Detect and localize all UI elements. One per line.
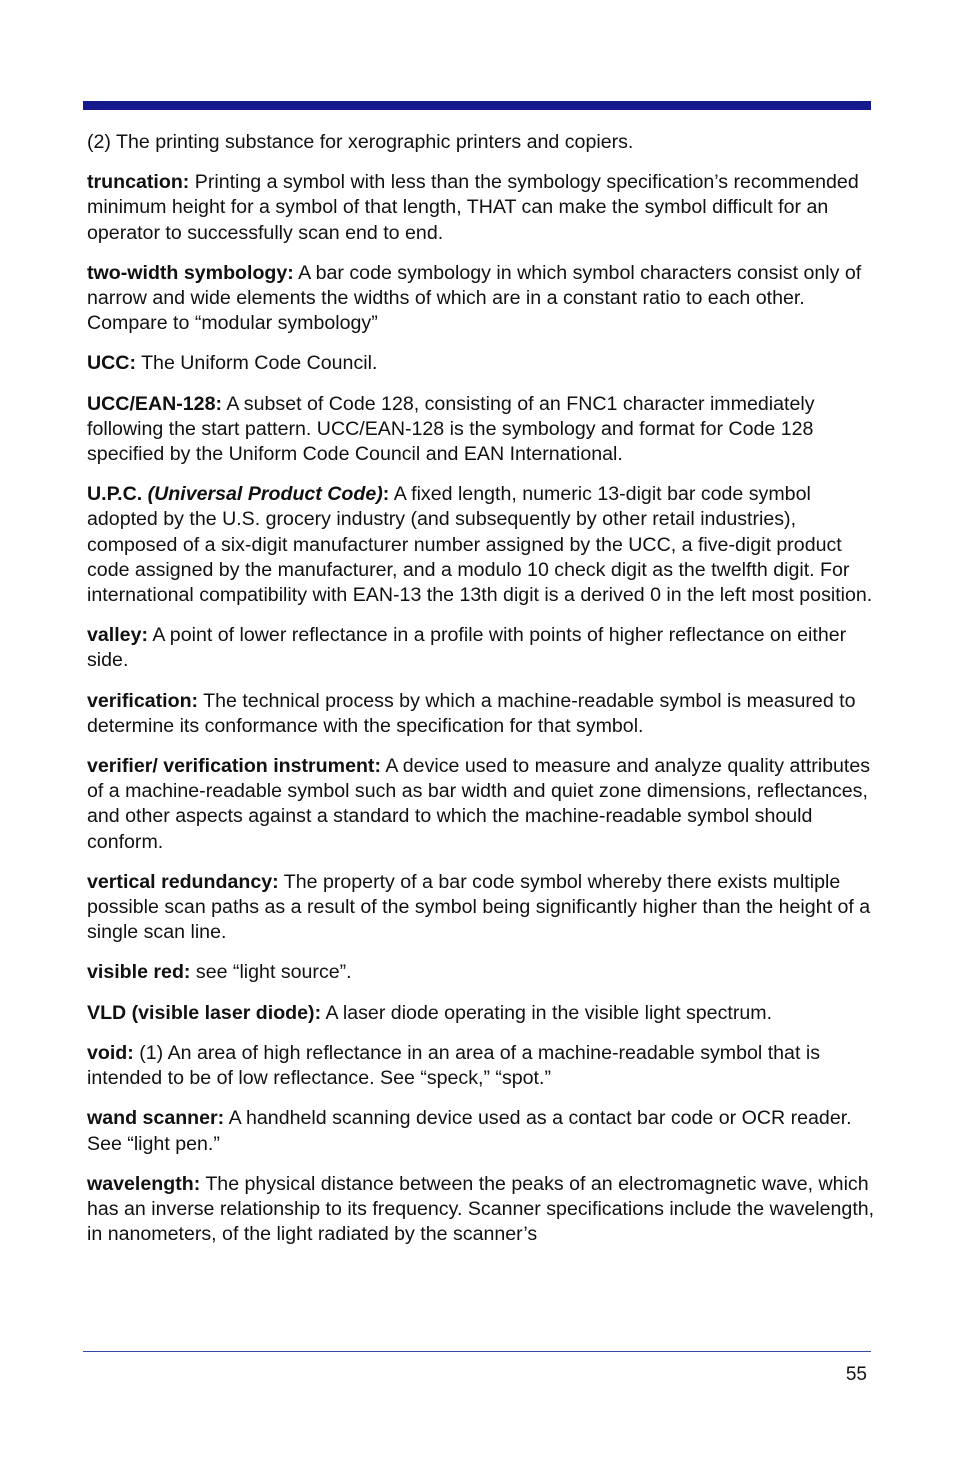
definition: see “light source”. bbox=[190, 961, 352, 984]
glossary-entry-truncation bbox=[87, 170, 877, 246]
intro-line: (2) The printing substance for xerographic printers and copiers. bbox=[87, 131, 634, 153]
definition: A bar code symbology in which symbol characters consist only of narrow and wide elements the widths of which are in a constant ratio to each other. Compare to “modular symbology” bbox=[87, 261, 862, 335]
glossary-entry-two-width-symbology bbox=[87, 261, 877, 337]
term-expansion: (Universal Product Code) bbox=[147, 483, 383, 506]
definition: A subset of Code 128, consisting of an FNC1 character immediately following the start pattern. UCC/EAN-128 is the symbology and format for Code 128 specified by the Uniform Code Council and EAN International. bbox=[87, 392, 815, 466]
glossary-entry-ucc bbox=[87, 351, 877, 376]
definition: A device used to measure and analyze quality attributes of a machine-readable symbol such as bar width and quiet zone dimensions, reflectances, and other aspects against a standard to which the machine-readable symbol should conform. bbox=[87, 755, 871, 853]
glossary-body bbox=[87, 130, 877, 1262]
definition: Printing a symbol with less than the symbology specification’s recommended minimum height for a symbol of that length, THAT can make the symbol difficult for an operator to successfully scan end to end. bbox=[87, 171, 859, 244]
definition: A fixed length, numeric 13-digit bar code symbol adopted by the U.S. grocery industry (and subsequently by other retail industries), composed of a six-digit manufacturer number assigned by the UCC, a five-digit product code assigned by the manufacturer, and a modulo 10 check digit as the twelfth digit. For international compatibility with EAN-13 the 13th digit is a derived 0 in the left most position. bbox=[87, 483, 873, 607]
term: wavelength: bbox=[87, 1172, 201, 1195]
header-rule bbox=[83, 101, 871, 110]
glossary-entry-valley bbox=[87, 623, 877, 673]
footer-rule bbox=[83, 1351, 871, 1352]
definition: A handheld scanning device used as a contact bar code or OCR reader. See “light pen.” bbox=[87, 1107, 852, 1155]
definition: A point of lower reflectance in a profile with points of higher reflectance on either side. bbox=[87, 624, 847, 672]
glossary-entry-void bbox=[87, 1041, 877, 1091]
term: UCC: bbox=[87, 352, 136, 375]
glossary-entry-verification bbox=[87, 689, 877, 739]
definition: The technical process by which a machine-readable symbol is measured to determine its conformance with the specification for that symbol. bbox=[87, 689, 856, 737]
glossary-entry-vertical-redundancy bbox=[87, 870, 877, 946]
term: UCC/EAN-128: bbox=[87, 392, 223, 415]
term: valley: bbox=[87, 624, 149, 647]
glossary-entry-wand-scanner bbox=[87, 1106, 877, 1156]
glossary-entry-visible-red bbox=[87, 960, 877, 985]
term: visible red: bbox=[87, 961, 191, 984]
glossary-entry-verifier bbox=[87, 754, 877, 855]
term: void: bbox=[87, 1041, 134, 1064]
term: verification: bbox=[87, 689, 199, 712]
term: vertical redundancy: bbox=[87, 870, 279, 893]
term: truncation: bbox=[87, 171, 190, 194]
glossary-entry-wavelength bbox=[87, 1172, 877, 1248]
term: U.P.C. bbox=[87, 483, 148, 506]
definition: The physical distance between the peaks of an electromagnetic wave, which has an inverse relationship to its frequency. Scanner specifications include the wavelength, in nanometers, of the light radiated by the scanner’s bbox=[87, 1172, 875, 1246]
glossary-entry-vld bbox=[87, 1001, 877, 1026]
term: VLD (visible laser diode): bbox=[87, 1001, 322, 1024]
definition: The Uniform Code Council. bbox=[135, 352, 378, 375]
term: wand scanner: bbox=[87, 1107, 225, 1130]
definition: (1) An area of high reflectance in an area of a machine-readable symbol that is intended to be of low reflectance. See “speck,” “spot.” bbox=[87, 1041, 820, 1090]
term: two-width symbology: bbox=[87, 261, 294, 284]
definition: The property of a bar code symbol whereby there exists multiple possible scan paths as a result of the symbol being significantly higher than the height of a single scan line. bbox=[87, 870, 871, 944]
glossary-entry-ucc-ean-128 bbox=[87, 392, 877, 468]
definition: A laser diode operating in the visible light spectrum. bbox=[321, 1001, 773, 1024]
term: verifier/ verification instrument: bbox=[87, 755, 381, 778]
glossary-entry-upc bbox=[87, 482, 877, 608]
page-number: 55 bbox=[845, 1364, 867, 1385]
term-suffix: : bbox=[382, 483, 390, 506]
